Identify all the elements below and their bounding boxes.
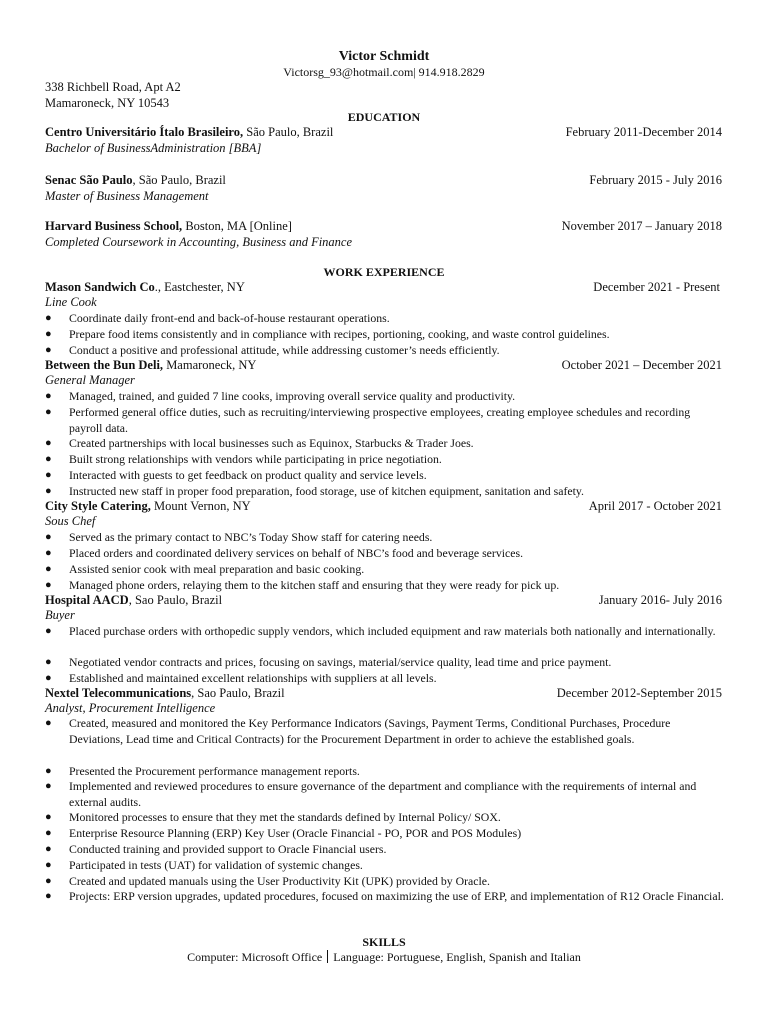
bullet-icon: ● <box>45 717 52 729</box>
job-dates: December 2021 - Present <box>593 280 720 294</box>
job-dates: October 2021 – December 2021 <box>561 358 722 372</box>
company-location: , Sao Paulo, Brazil <box>128 593 223 607</box>
school-name: Centro Universitário Ítalo Brasileiro, <box>45 125 244 139</box>
company-name: Hospital AACD <box>45 593 129 607</box>
education-heading: EDUCATION <box>347 110 421 124</box>
degree: Bachelor of BusinessAdministration [BBA] <box>45 141 262 155</box>
bullet-icon: ● <box>45 672 52 684</box>
job-header-1 <box>45 280 722 296</box>
company-location: , Sao Paulo, Brazil <box>191 686 285 700</box>
candidate-name: Victor Schmidt <box>338 49 430 64</box>
job-role: Buyer <box>45 608 75 622</box>
job-header-2 <box>45 358 722 374</box>
school-name: Senac São Paulo <box>45 173 133 187</box>
bullet-icon: ● <box>45 390 52 402</box>
school-location: , São Paulo, Brazil <box>132 173 226 187</box>
job-dates: April 2017 - October 2021 <box>588 499 722 513</box>
degree: Completed Coursework in Accounting, Business and Finance <box>45 235 353 249</box>
bullet-icon: ● <box>45 859 52 871</box>
bullet-icon: ● <box>45 328 52 340</box>
job-header-4 <box>45 593 722 609</box>
bullet-icon: ● <box>45 312 52 324</box>
address-line-2: Mamaroneck, NY 10543 <box>45 96 170 110</box>
education-entry-1 <box>45 125 722 141</box>
education-dates: February 2015 - July 2016 <box>589 173 722 187</box>
contact-line: Victorsg_93@hotmail.com| 914.918.2829 <box>283 65 485 79</box>
job-role: Analyst, Procurement Intelligence <box>45 701 216 715</box>
education-entry-3 <box>45 219 722 235</box>
job-dates: December 2012-September 2015 <box>556 686 722 700</box>
bullet-icon: ● <box>45 656 52 668</box>
bullet-icon: ● <box>45 875 52 887</box>
resume-page: Victor Schmidt Victorsg_93@hotmail.com| 914.918.2829 338 Richbell Road, Apt A2 Mamaroneck, NY 10543 EDUCATION Centro Universitário Ítalo Brasileiro, São Paulo, Brazil February 2011-December 2014 Bachelor of BusinessAdministration [BBA] Senac São Paulo, São Paulo, Brazil February 2015 - July 2016 Master of Business Management Harvard Business School, Boston, MA [Online] November 2017 – January 2018 Completed Coursework in Accounting, Business and Finance WORK EXPERIENCE Mason Sandwich Co., Eastchester, NY December 2021 - Present Line Cook ● Coordinate daily front-end and back-of-house restaurant operations. ● Prepare food items consistently and in compliance with recipes, portioning, cooking, and waste control guidelines. ● Conduct a positive and professional attitude, while addressing customer’s needs efficiently. Between the Bun Deli, Mamaroneck, NY October 2021 – December 2021 General Manager ● Managed, trained, and guided 7 line cooks, improving overall service quality and productivity. ● Performed general office duties, such as recruiting/interviewing prospective employees, creating employee schedules and recording payroll data. ● Created partnerships with local businesses such as Equinox, Starbucks & Trader Joes. ● Built strong relationships with vendors while participating in price negotiation. ● Interacted with guests to get feedback on product quality and service levels. ● Instructed new staff in proper food preparation, food storage, use of kitchen equipment, sanitation and safety. City Style Catering, Mount Vernon, NY April 2017 - October 2021 Sous Chef ● Served as the primary contact to NBC’s Today Show staff for catering needs. ● Placed orders and coordinated delivery services on behalf of NBC’s food and beverage services. ● Assisted senior cook with meal preparation and basic cooking. ● Managed phone orders, relaying them to the kitchen staff and ensuring that they were ready for pick up. Hospital AACD, Sao Paulo, Brazil January 2016- July 2016 Buyer ● Placed purchase orders with orthopedic supply vendors, which included equipment and raw materials both nationally and internationally. ● Negotiated vendor contracts and prices, focusing on savings, material/service quality, lead time and price payment. ● Established and maintained excellent relationships with suppliers at all levels. Nextel Telecommunications, Sao Paulo, Brazil December 2012-September 2015 Analyst, Procurement Intelligence ● Created, measured and monitored the Key Performance Indicators (Savings, Payment Terms, Conditional Purchases, Procedure Deviations, Lead time and Critical Contracts) for the Procurement Department in order to achieve the established goals. ● Presented the Procurement performance management reports. ● Implemented and reviewed procedures to ensure governance of the department and compliance with the requirements of internal and external audits. ● Monitored processes to ensure that they met the standards defined by Internal Policy/ SOX. ● Enterprise Resource Planning (ERP) Key User (Oracle Financial - PO, POR and POS Modules) ● Conducted training and provided support to Oracle Financial users. ● Participated in tests (UAT) for validation of systemic changes. ● Created and updated manuals using the User Productivity Kit (UPK) provided by Oracle. ● Projects: ERP version upgrades, updated procedures, focused on maximizing the use of ERP, and implementation of R12 Oracle Financial. SKILLS Computer: Microsoft Office Language: Portuguese, English, Spanish and Italian <box>0 0 768 1024</box>
company-location: Mamaroneck, NY <box>163 358 257 372</box>
company-name: Mason Sandwich Co <box>45 280 155 294</box>
bullet-icon: ● <box>45 485 52 497</box>
company-location: Mount Vernon, NY <box>150 499 251 513</box>
bullet-icon: ● <box>45 765 52 777</box>
bullet-icon: ● <box>45 531 52 543</box>
bullet-icon: ● <box>45 579 52 591</box>
company-name: City Style Catering, <box>45 499 151 513</box>
job-header-3 <box>45 499 722 515</box>
job-role: Sous Chef <box>45 514 96 528</box>
bullet-icon: ● <box>45 547 52 559</box>
bullet-icon: ● <box>45 780 52 792</box>
skills-heading: SKILLS <box>362 935 406 949</box>
bullet-icon: ● <box>45 890 52 902</box>
bullet-icon: ● <box>45 811 52 823</box>
company-name: Between the Bun Deli, <box>45 358 164 372</box>
skills-line <box>0 950 768 965</box>
address-line-1: 338 Richbell Road, Apt A2 <box>45 80 181 94</box>
job-dates: January 2016- July 2016 <box>598 593 722 607</box>
bullet-icon: ● <box>45 437 52 449</box>
school-location: Boston, MA [Online] <box>182 219 292 233</box>
divider <box>327 950 328 963</box>
bullet-icon: ● <box>45 827 52 839</box>
job-role: Line Cook <box>45 295 97 309</box>
education-dates: November 2017 – January 2018 <box>561 219 722 233</box>
education-entry-2 <box>45 173 722 189</box>
bullet-icon: ● <box>45 344 52 356</box>
work-experience-heading: WORK EXPERIENCE <box>323 265 445 279</box>
bullet-icon: ● <box>45 406 52 418</box>
computer-skills: Computer: Microsoft Office <box>187 950 323 964</box>
bullet-icon: ● <box>45 843 52 855</box>
bullet-icon: ● <box>45 625 52 637</box>
company-name: Nextel Telecommunications <box>45 686 192 700</box>
bullet-icon: ● <box>45 469 52 481</box>
bullet-icon: ● <box>45 563 52 575</box>
school-location: São Paulo, Brazil <box>243 125 334 139</box>
school-name: Harvard Business School, <box>45 219 183 233</box>
education-dates: February 2011-December 2014 <box>565 125 722 139</box>
degree: Master of Business Management <box>45 189 209 203</box>
job-role: General Manager <box>45 373 135 387</box>
company-location: ., Eastchester, NY <box>154 280 245 294</box>
bullet-icon: ● <box>45 453 52 465</box>
language-skills: Language: Portuguese, English, Spanish and Italian <box>333 950 581 964</box>
job-header-5 <box>45 686 722 702</box>
